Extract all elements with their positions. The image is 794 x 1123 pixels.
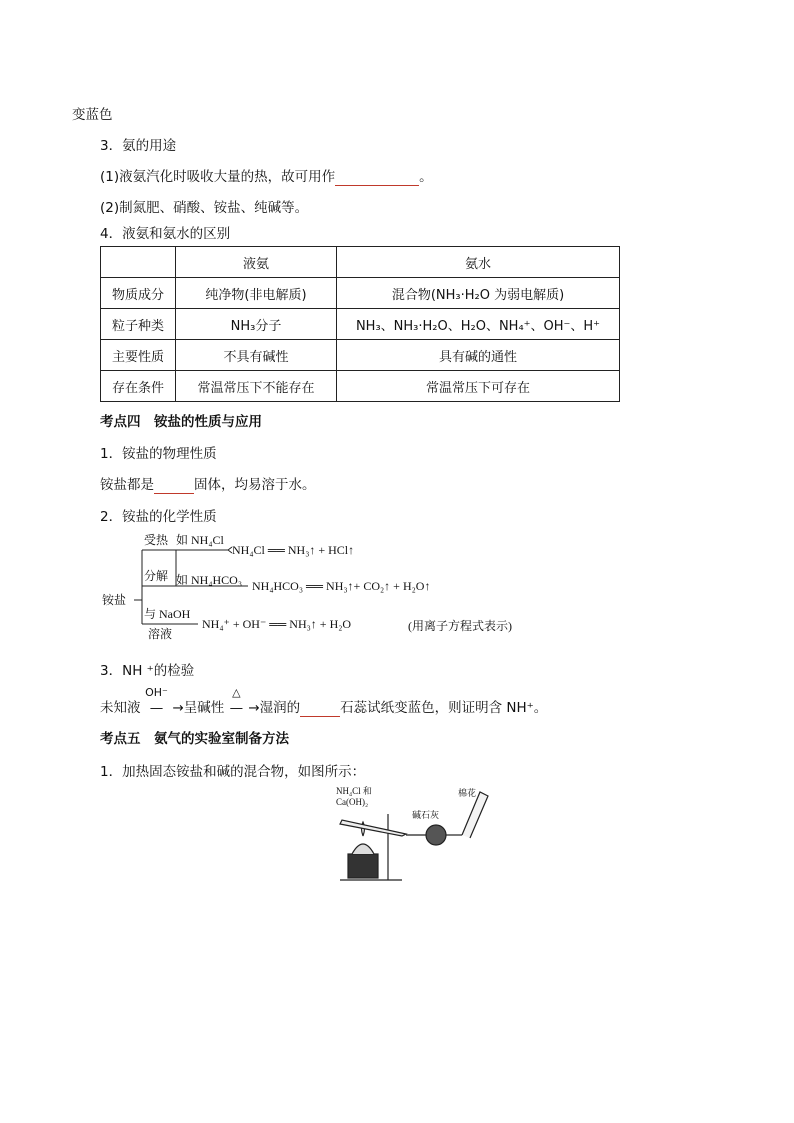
section3-item2: (2)制氮肥、硝酸、铵盐、纯碱等。 — [100, 200, 309, 216]
item1-text: (1)液氨汽化时吸收大量的热，故可用作 — [100, 169, 336, 185]
cell-water: 混合物(NH₃·H₂O 为弱电解质) — [337, 278, 620, 309]
reagent-label: OH⁻ — [145, 686, 168, 699]
kd4-p2-title: 2．铵盐的化学性质 — [100, 509, 217, 525]
lime-label: 碱石灰 — [412, 810, 440, 820]
collection-tube — [462, 792, 488, 838]
cell-water: 常温常压下可存在 — [337, 371, 620, 402]
drying-tube — [426, 825, 446, 845]
section3-title: 3．氨的用途 — [100, 138, 177, 154]
r2-condition: 如 NH₄HCO₃ — [176, 573, 243, 587]
section3-item1 — [100, 165, 433, 186]
p3-post: 石蕊试纸变蓝色，则证明含 NH⁺。 — [340, 700, 548, 716]
r1-equation: NH₄Cl ══ NH₃↑ + HCl↑ — [232, 543, 355, 557]
table-header-cell — [101, 247, 176, 278]
r2-equation: NH₄HCO₃ ══ NH₃↑+ CO₂↑ + H₂O↑ — [252, 579, 431, 593]
cotton-label: 棉花 — [458, 788, 477, 798]
kd5-title: 考点五 氨气的实验室制备方法 — [100, 731, 289, 747]
cell-liquid: 纯净物(非电解质) — [176, 278, 337, 309]
reaction-diagram — [98, 530, 538, 640]
item1-end: 。 — [419, 169, 433, 185]
bracket-line — [134, 550, 142, 624]
answer-blank-3[interactable] — [300, 700, 340, 717]
kd5-p1: 1．加热固态铵盐和碱的混合物，如图所示： — [100, 764, 366, 780]
cell-liquid: 不具有碱性 — [176, 340, 337, 371]
r3-equation: NH₄⁺ + OH⁻ ══ NH₃↑ + H₂O — [202, 617, 352, 631]
kd4-p1-title: 1．铵盐的物理性质 — [100, 446, 217, 462]
p1-post: 固体，均易溶于水。 — [194, 477, 316, 493]
reagent-label-1: NH₄Cl 和 — [336, 786, 372, 796]
table-row — [101, 340, 620, 371]
branch3-label-bottom: 溶液 — [148, 627, 173, 640]
table-header-cell: 液氨 — [176, 247, 337, 278]
table-row — [101, 278, 620, 309]
branch1-label: 受热 — [144, 533, 169, 547]
cell-water: NH₃、NH₃·H₂O、H₂O、NH₄⁺、OH⁻、H⁺ — [337, 309, 620, 340]
row-label: 主要性质 — [101, 340, 176, 371]
kd4-p1 — [100, 473, 316, 494]
table-row — [101, 309, 620, 340]
cell-water: 具有碱的通性 — [337, 340, 620, 371]
apparatus-figure — [330, 784, 500, 884]
branch2-label: 分解 — [144, 569, 169, 583]
kd4-p3-title: 3．NH ⁺的检验 — [100, 663, 195, 679]
heat-symbol: △ — [232, 686, 241, 699]
heat-arrow: △ — — [224, 700, 248, 716]
p3-mid: →呈碱性 — [172, 700, 225, 716]
section4-title: 4．液氨和氨水的区别 — [100, 226, 231, 242]
p1-pre: 铵盐都是 — [100, 477, 154, 493]
table-row — [101, 371, 620, 402]
answer-blank-2[interactable] — [154, 477, 194, 494]
test-tube — [340, 820, 406, 836]
row-label: 存在条件 — [101, 371, 176, 402]
table-header-row — [101, 247, 620, 278]
table-header-cell: 氨水 — [337, 247, 620, 278]
r3-note: (用离子方程式表示) — [408, 619, 512, 633]
comparison-table — [100, 246, 620, 402]
reagent-arrow: OH⁻ — — [141, 700, 173, 716]
answer-blank-1[interactable] — [335, 169, 419, 186]
burner-stand — [348, 854, 378, 878]
row-label: 粒子种类 — [101, 309, 176, 340]
cell-liquid: 常温常压下不能存在 — [176, 371, 337, 402]
intro-tail: 变蓝色 — [72, 107, 113, 123]
branch3-label-top: 与 NaOH — [144, 607, 191, 621]
kd4-p3 — [100, 686, 548, 717]
row-label: 物质成分 — [101, 278, 176, 309]
diagram-root: 铵盐 — [102, 593, 127, 607]
r1-condition: 如 NH₄Cl — [176, 533, 224, 547]
kd4-title: 考点四 铵盐的性质与应用 — [100, 414, 262, 430]
cell-liquid: NH₃分子 — [176, 309, 337, 340]
p3-pre: 未知液 — [100, 700, 141, 716]
alcohol-lamp — [352, 844, 374, 854]
p3-wet: →湿润的 — [248, 700, 301, 716]
reagent-label-2: Ca(OH)₂ — [336, 797, 369, 807]
